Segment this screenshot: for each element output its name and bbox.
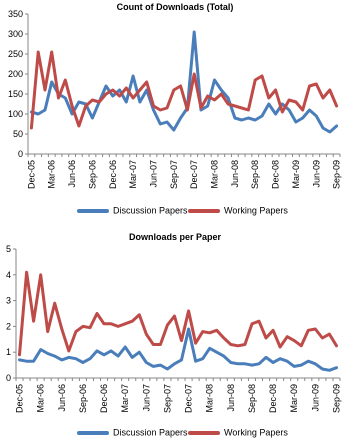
y-tick-label: 2: [5, 321, 11, 332]
x-tick-label: Sep-07: [162, 384, 173, 414]
y-tick-label: 350: [7, 9, 23, 19]
x-tick-label: Sep-08: [246, 384, 257, 414]
chart-plot-downloads-per-paper: [0, 222, 350, 445]
x-tick-label: Mar-06: [35, 384, 46, 413]
legend-item-discussion: [77, 427, 188, 441]
y-tick-label: 4: [5, 269, 11, 280]
x-tick-label: Dec-07: [189, 160, 200, 190]
chart-panel-downloads-per-paper: [0, 222, 350, 445]
x-tick-label: Mar-08: [204, 384, 215, 413]
x-tick-label: Dec-06: [107, 160, 118, 190]
x-tick-label: Dec-06: [99, 384, 110, 414]
x-tick-label: Mar-09: [289, 384, 300, 413]
legend-label-working: Working Papers: [224, 427, 288, 438]
y-tick-label: 200: [7, 69, 23, 79]
legend-swatch-working: [188, 209, 220, 213]
x-tick-label: Mar-06: [46, 160, 57, 189]
legend-label-discussion: Discussion Papers: [113, 205, 188, 216]
x-tick-label: Jun-09: [310, 384, 321, 412]
x-tick-label: Sep-06: [77, 384, 88, 414]
y-tick-label: 1: [5, 347, 11, 358]
x-tick-label: Sep-06: [87, 160, 98, 190]
y-tick-label: 5: [5, 244, 11, 254]
y-tick-label: 250: [7, 49, 23, 59]
y-tick-label: 0: [17, 149, 23, 159]
legend-label-discussion: Discussion Papers: [113, 427, 188, 438]
x-tick-label: Dec-05: [26, 160, 37, 190]
x-tick-label: Mar-07: [120, 384, 131, 413]
x-tick-label: Mar-09: [290, 160, 301, 189]
legend-item-working: [188, 205, 288, 219]
x-tick-label: Sep-09: [331, 160, 342, 190]
legend-label-working: Working Papers: [224, 205, 288, 216]
x-tick-label: Sep-09: [331, 384, 342, 414]
series-line-working: [31, 52, 336, 128]
x-tick-label: Sep-08: [250, 160, 261, 190]
legend-swatch-discussion: [77, 209, 109, 213]
x-tick-label: Jun-07: [141, 384, 152, 412]
x-tick-label: Jun-09: [311, 160, 322, 188]
y-tick-label: 0: [5, 373, 11, 383]
chart-panel-total-downloads: [0, 0, 350, 222]
y-tick-label: 50: [12, 129, 23, 139]
chart-title: Downloads per Paper: [128, 232, 222, 242]
x-tick-label: Dec-08: [268, 384, 279, 414]
chart-title: Count of Downloads (Total): [116, 2, 234, 12]
legend-swatch-working: [188, 431, 220, 435]
x-tick-label: Dec-05: [14, 384, 25, 414]
chart-legend: [0, 427, 350, 441]
x-tick-label: Sep-07: [168, 160, 179, 190]
x-tick-label: Jun-08: [229, 160, 240, 188]
x-tick-label: Jun-07: [148, 160, 159, 188]
y-tick-label: 150: [7, 89, 23, 99]
x-tick-label: Mar-08: [209, 160, 220, 189]
x-tick-label: Mar-07: [128, 160, 139, 189]
chart-legend: [0, 205, 350, 219]
chart-plot-total-downloads: [0, 0, 350, 222]
y-tick-label: 100: [7, 109, 23, 119]
legend-item-discussion: [77, 205, 188, 219]
x-tick-label: Dec-08: [270, 160, 281, 190]
x-tick-label: Dec-07: [183, 384, 194, 414]
legend-item-working: [188, 427, 288, 441]
y-tick-label: 3: [5, 295, 11, 306]
x-tick-label: Jun-06: [67, 160, 78, 188]
legend-swatch-discussion: [77, 431, 109, 435]
y-tick-label: 300: [7, 29, 23, 39]
series-line-working: [20, 272, 337, 355]
x-tick-label: Jun-06: [56, 384, 67, 412]
x-tick-label: Jun-08: [225, 384, 236, 412]
